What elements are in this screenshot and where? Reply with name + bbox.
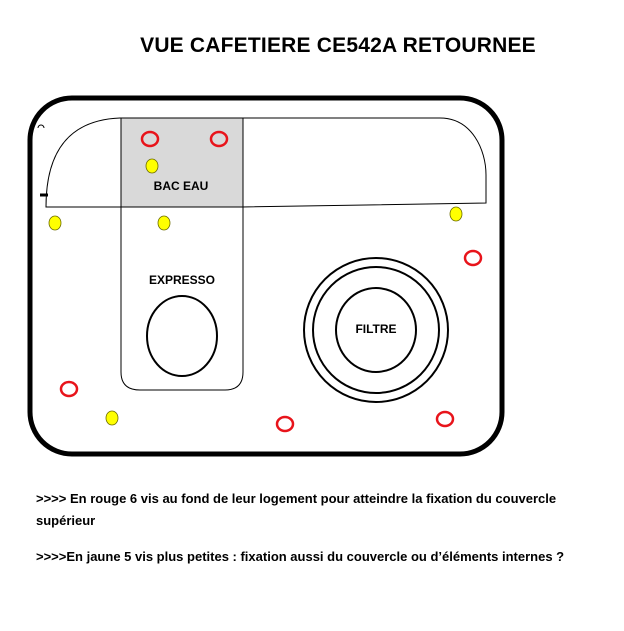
red-screw	[465, 251, 481, 265]
red-screw	[277, 417, 293, 431]
upper-housing	[46, 118, 486, 207]
espresso-compartment	[121, 207, 243, 390]
yellow-screw	[106, 411, 118, 425]
machine-outline	[30, 98, 502, 454]
diagram-title: VUE CAFETIERE CE542A RETOURNEE	[140, 34, 536, 57]
water-tank	[121, 118, 243, 207]
corner-mark	[38, 125, 44, 128]
filter-label: FILTRE	[355, 322, 397, 336]
water-tank-label: BAC EAU	[153, 179, 209, 193]
red-screw	[61, 382, 77, 396]
yellow-screw	[450, 207, 462, 221]
yellow-screw	[158, 216, 170, 230]
yellow-screws-note: >>>>En jaune 5 vis plus petites : fixation aussi du couvercle ou d’éléments internes ?	[36, 549, 565, 564]
espresso-label: EXPRESSO	[148, 273, 216, 287]
yellow-screw	[146, 159, 158, 173]
espresso-outlet	[147, 296, 217, 376]
red-screw	[437, 412, 453, 426]
yellow-screw	[49, 216, 61, 230]
red-screws-note: >>>> En rouge 6 vis au fond de leur logement pour atteindre la fixation du couvercle supérieur	[36, 491, 557, 528]
